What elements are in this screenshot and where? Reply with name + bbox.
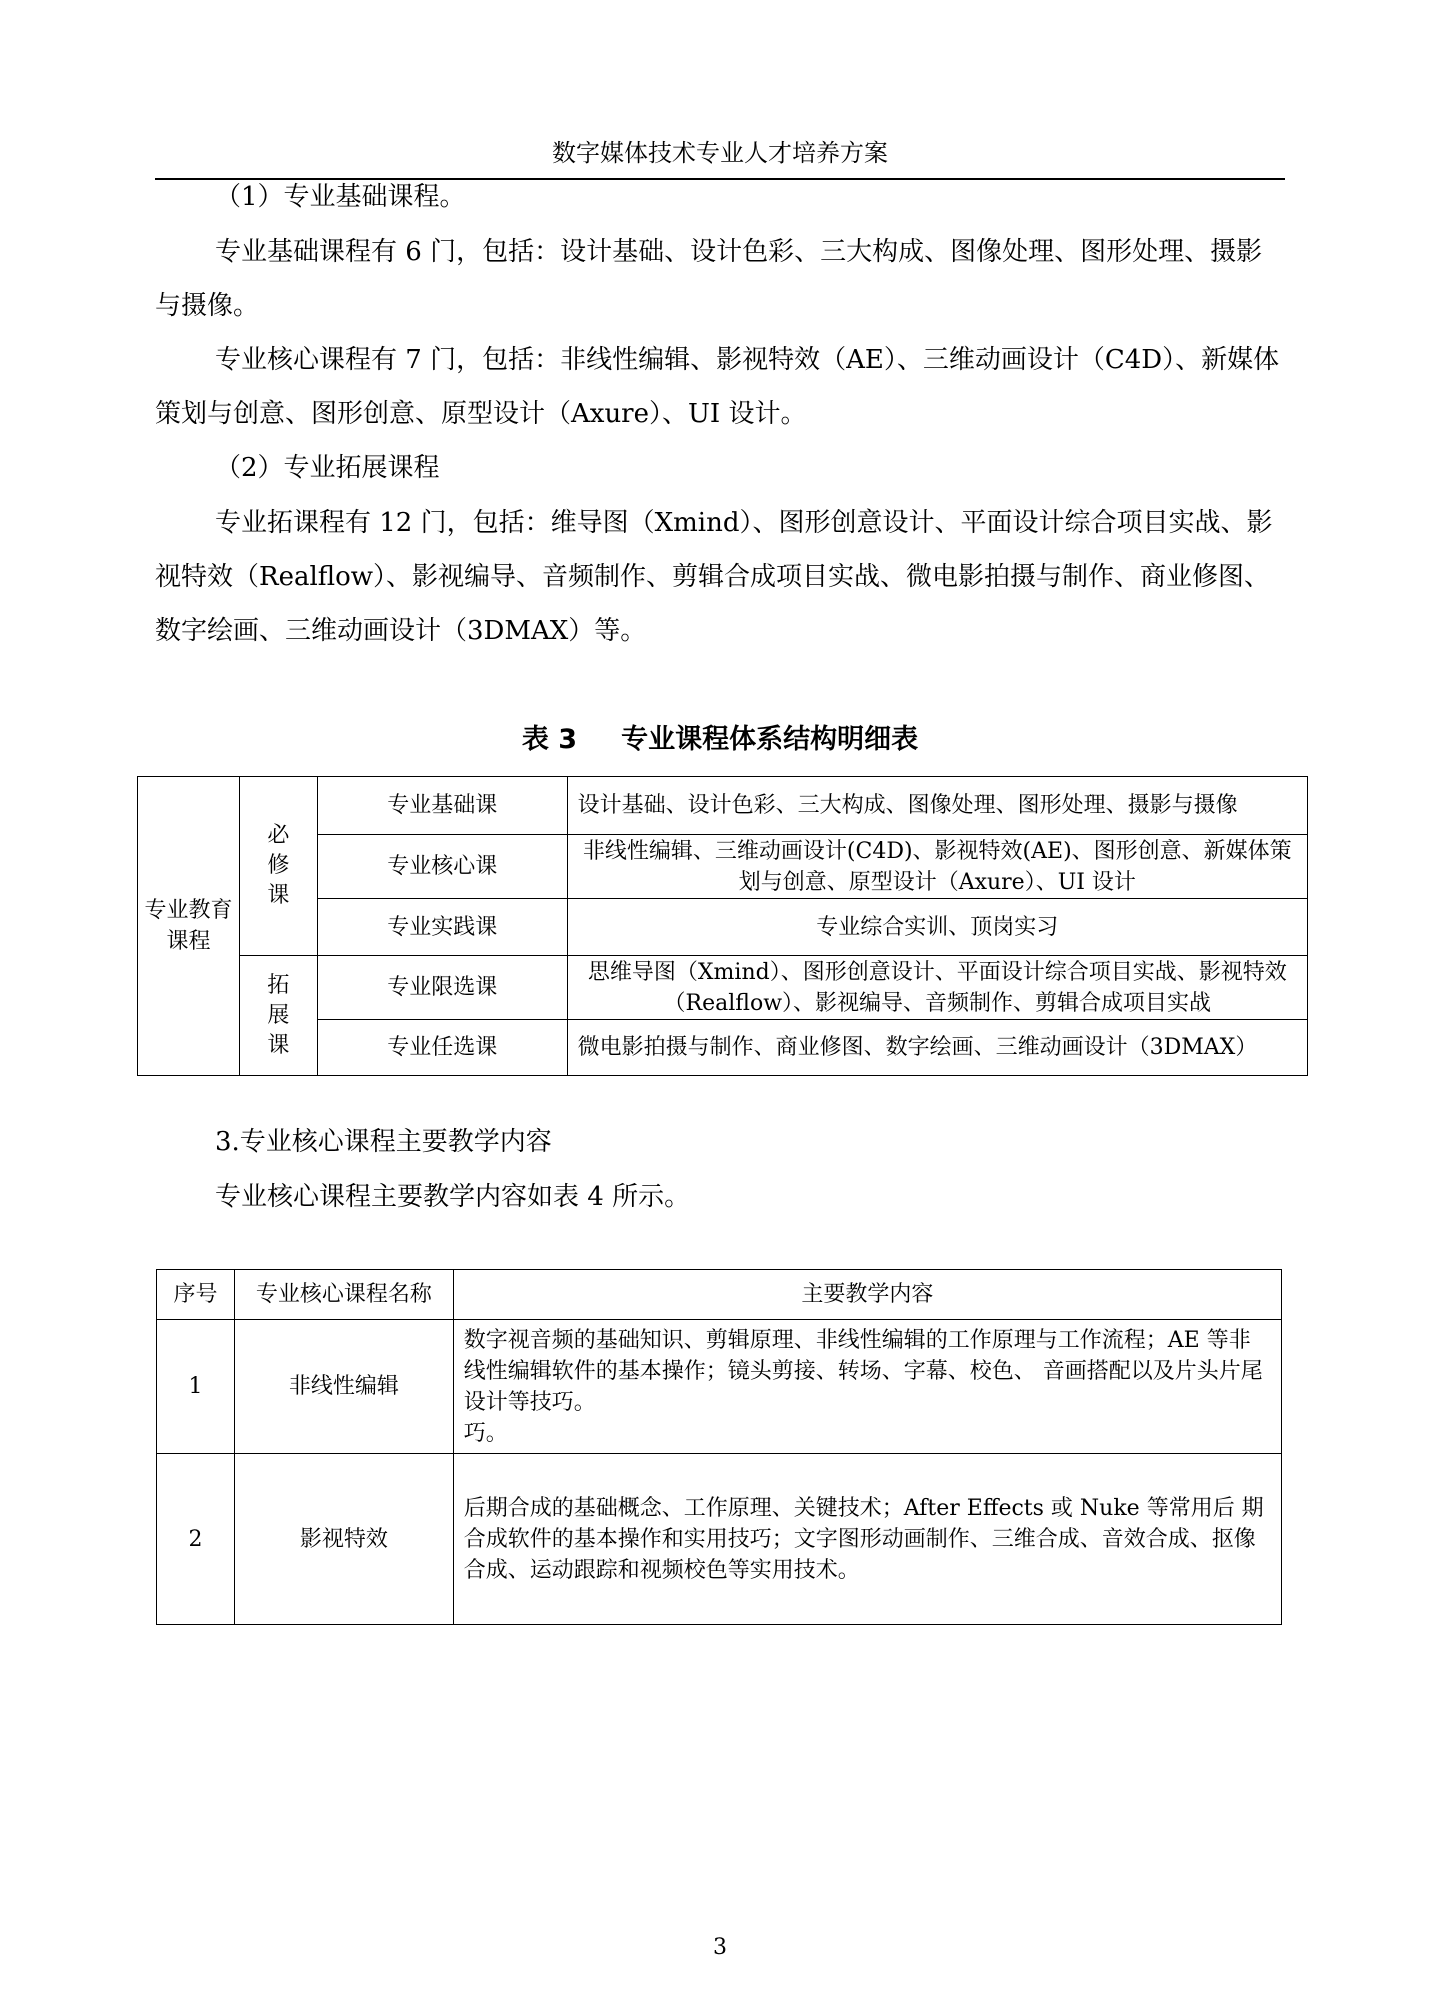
course-structure-table (137, 776, 1308, 1076)
header-content: 主要教学内容 (453, 1270, 1281, 1320)
row-content: 后期合成的基础概念、工作原理、关键技术；After Effects 或 Nuke 等常用后 期合成软件的基本操作和实用技巧；文字图形动画制作、三维合成、音效合成、抠像合成、运动跟踪和视频校色等实用技术。 (453, 1454, 1281, 1625)
table-row (157, 1320, 1282, 1454)
course-content-cell: 思维导图（Xmind）、图形创意设计、平面设计综合项目实战、影视特效（Realflow）、影视编导、音频制作、剪辑合成项目实战 (567, 956, 1307, 1020)
course-content-cell: 专业综合实训、顶岗实习 (567, 899, 1307, 956)
course-type-cell: 专业核心课 (317, 835, 567, 899)
core-course-content-table (156, 1269, 1282, 1625)
course-type-cell: 专业实践课 (317, 899, 567, 956)
table-row (157, 1454, 1282, 1625)
row-number: 1 (157, 1320, 235, 1454)
header-course-name: 专业核心课程名称 (234, 1270, 453, 1320)
row-course-name: 影视特效 (234, 1454, 453, 1625)
row-course-name: 非线性编辑 (234, 1320, 453, 1454)
page-number: 3 (713, 1935, 727, 1960)
course-type-cell: 专业基础课 (317, 777, 567, 835)
section-heading-extension: （2）专业拓展课程 (215, 453, 440, 483)
section-heading-basic: （1）专业基础课程。 (215, 182, 466, 212)
table3-caption-number: 表 3 (521, 724, 578, 755)
table-row (138, 777, 1308, 835)
paragraph-core-courses: 专业核心课程有 7 门，包括：非线性编辑、影视特效（AE）、三维动画设计（C4D）、新媒体策划与创意、图形创意、原型设计（Axure）、UI 设计。 (155, 345, 1280, 429)
page-header-title: 数字媒体技术专业人才培养方案 (552, 139, 888, 167)
course-content-cell: 微电影拍摄与制作、商业修图、数字绘画、三维动画设计（3DMAX） (567, 1020, 1307, 1076)
paragraph-extension-courses: 专业拓课程有 12 门，包括：维导图（Xmind）、图形创意设计、平面设计综合项目实战、影视特效（Realflow）、影视编导、音频制作、剪辑合成项目实战、微电影拍摄与制作、商业修图、数字绘画、三维动画设计（3DMAX）等。 (155, 508, 1273, 646)
header-number: 序号 (157, 1270, 235, 1320)
group-required-cell: 必修课 (239, 777, 317, 956)
category-cell: 专业教育课程 (138, 777, 240, 1076)
section-heading-core-content: 3.专业核心课程主要教学内容 (215, 1127, 552, 1157)
course-content-cell: 非线性编辑、三维动画设计(C4D)、影视特效(AE)、图形创意、新媒体策划与创意、原型设计（Axure）、UI 设计 (567, 835, 1307, 899)
table-header-row (157, 1270, 1282, 1320)
course-type-cell: 专业任选课 (317, 1020, 567, 1076)
table-row (138, 956, 1308, 1020)
paragraph-basic-courses: 专业基础课程有 6 门，包括：设计基础、设计色彩、三大构成、图像处理、图形处理、摄影与摄像。 (155, 237, 1263, 321)
row-content: 数字视音频的基础知识、剪辑原理、非线性编辑的工作原理与工作流程；AE 等非线性编辑软件的基本操作；镜头剪接、转场、字幕、校色、 音画搭配以及片头片尾设计等技巧。 巧。 (453, 1320, 1281, 1454)
course-type-cell: 专业限选课 (317, 956, 567, 1020)
course-content-cell: 设计基础、设计色彩、三大构成、图像处理、图形处理、摄影与摄像 (567, 777, 1307, 835)
table3-caption (155, 718, 1285, 762)
group-extend-cell: 拓展课 (239, 956, 317, 1076)
row-number: 2 (157, 1454, 235, 1625)
paragraph-table4-intro: 专业核心课程主要教学内容如表 4 所示。 (215, 1182, 691, 1212)
table3-caption-title: 专业课程体系结构明细表 (621, 724, 919, 755)
